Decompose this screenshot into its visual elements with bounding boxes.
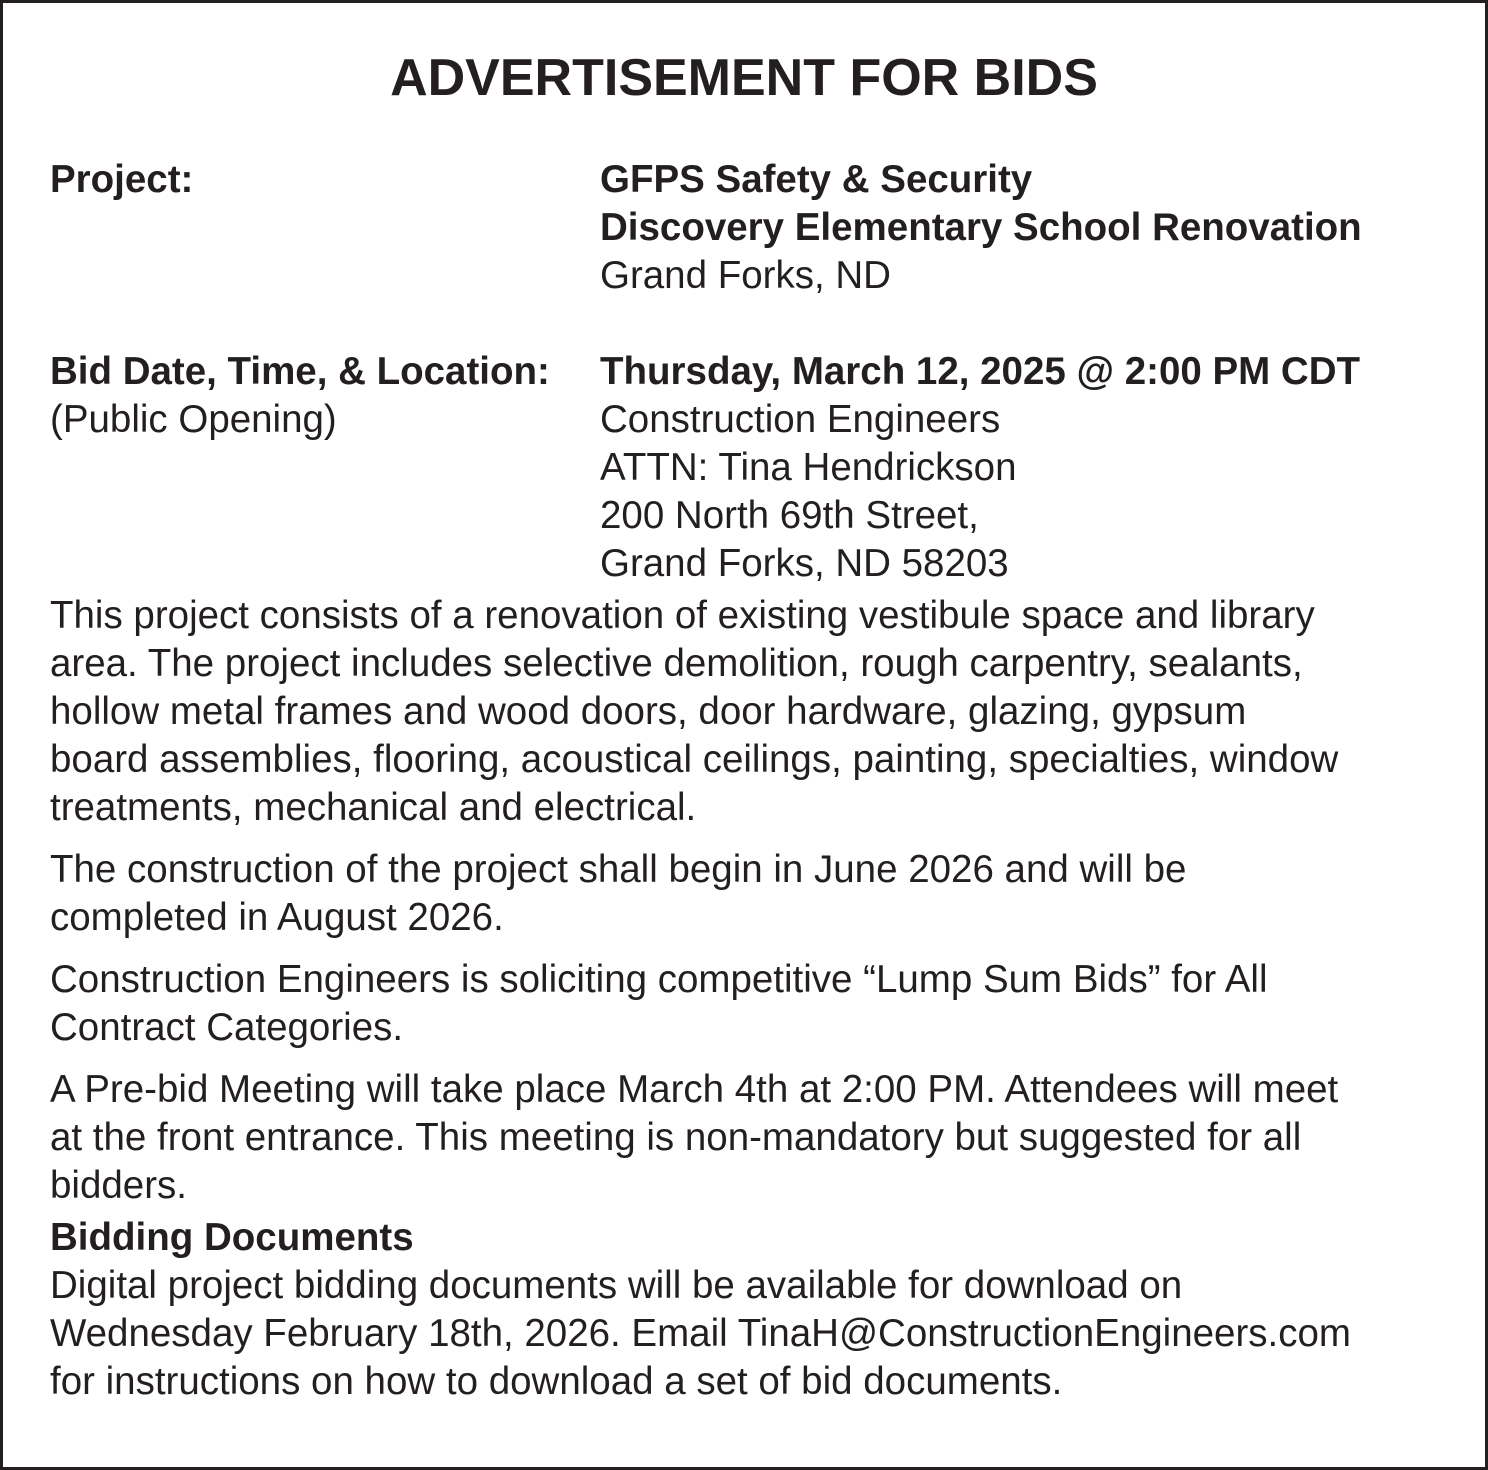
bid-address-line: Construction Engineers (600, 398, 1001, 441)
paragraph-line: The construction of the project shall begin in June 2026 and will be (50, 848, 1187, 891)
bid-value-column (600, 348, 1438, 588)
project-label-column (50, 156, 600, 300)
bid-sublabel: (Public Opening) (50, 398, 337, 441)
paragraph-line: Construction Engineers is soliciting competitive “Lump Sum Bids” for All (50, 958, 1268, 1001)
project-value-column (600, 156, 1438, 300)
paragraph-line: at the front entrance. This meeting is non-mandatory but suggested for all (50, 1116, 1302, 1159)
paragraph-line: hollow metal frames and wood doors, door hardware, glazing, gypsum (50, 690, 1247, 733)
paragraph-line: completed in August 2026. (50, 896, 504, 939)
schedule-paragraph (50, 846, 1438, 942)
project-block (50, 156, 1438, 300)
paragraph-line: This project consists of a renovation of existing vestibule space and library (50, 594, 1315, 637)
bid-address-line: ATTN: Tina Hendrickson (600, 446, 1017, 489)
paragraph-line: Digital project bidding documents will be available for download on (50, 1264, 1183, 1307)
paragraph-line: treatments, mechanical and electrical. (50, 786, 697, 829)
paragraph-line: area. The project includes selective demolition, rough carpentry, sealants, (50, 642, 1303, 685)
solicitation-paragraph (50, 956, 1438, 1052)
bid-label-column (50, 348, 600, 588)
bid-address-line: 200 North 69th Street, (600, 494, 979, 537)
scope-paragraph (50, 592, 1438, 832)
paragraph-line: A Pre-bid Meeting will take place March 4th at 2:00 PM. Attendees will meet (50, 1068, 1339, 1111)
project-name-line: GFPS Safety & Security (600, 158, 1033, 201)
bid-label: Bid Date, Time, & Location: (50, 350, 550, 393)
project-name-line: Discovery Elementary School Renovation (600, 206, 1362, 249)
bidding-documents-paragraph (50, 1262, 1438, 1406)
bid-datetime: Thursday, March 12, 2025 @ 2:00 PM CDT (600, 350, 1361, 393)
bid-address-line: Grand Forks, ND 58203 (600, 542, 1009, 585)
paragraph-line: board assemblies, flooring, acoustical ceilings, painting, specialties, window (50, 738, 1339, 781)
paragraph-line: bidders. (50, 1164, 187, 1207)
project-label: Project: (50, 158, 194, 201)
project-location-line: Grand Forks, ND (600, 254, 891, 297)
page-title: ADVERTISEMENT FOR BIDS (390, 49, 1098, 107)
paragraph-line: Wednesday February 18th, 2026. Email TinaH@ConstructionEngineers.com (50, 1312, 1351, 1355)
bid-block (50, 348, 1438, 588)
bidding-documents-heading: Bidding Documents (50, 1216, 414, 1259)
paragraph-line: Contract Categories. (50, 1006, 404, 1049)
prebid-paragraph (50, 1066, 1438, 1210)
paragraph-line: for instructions on how to download a set of bid documents. (50, 1360, 1063, 1403)
